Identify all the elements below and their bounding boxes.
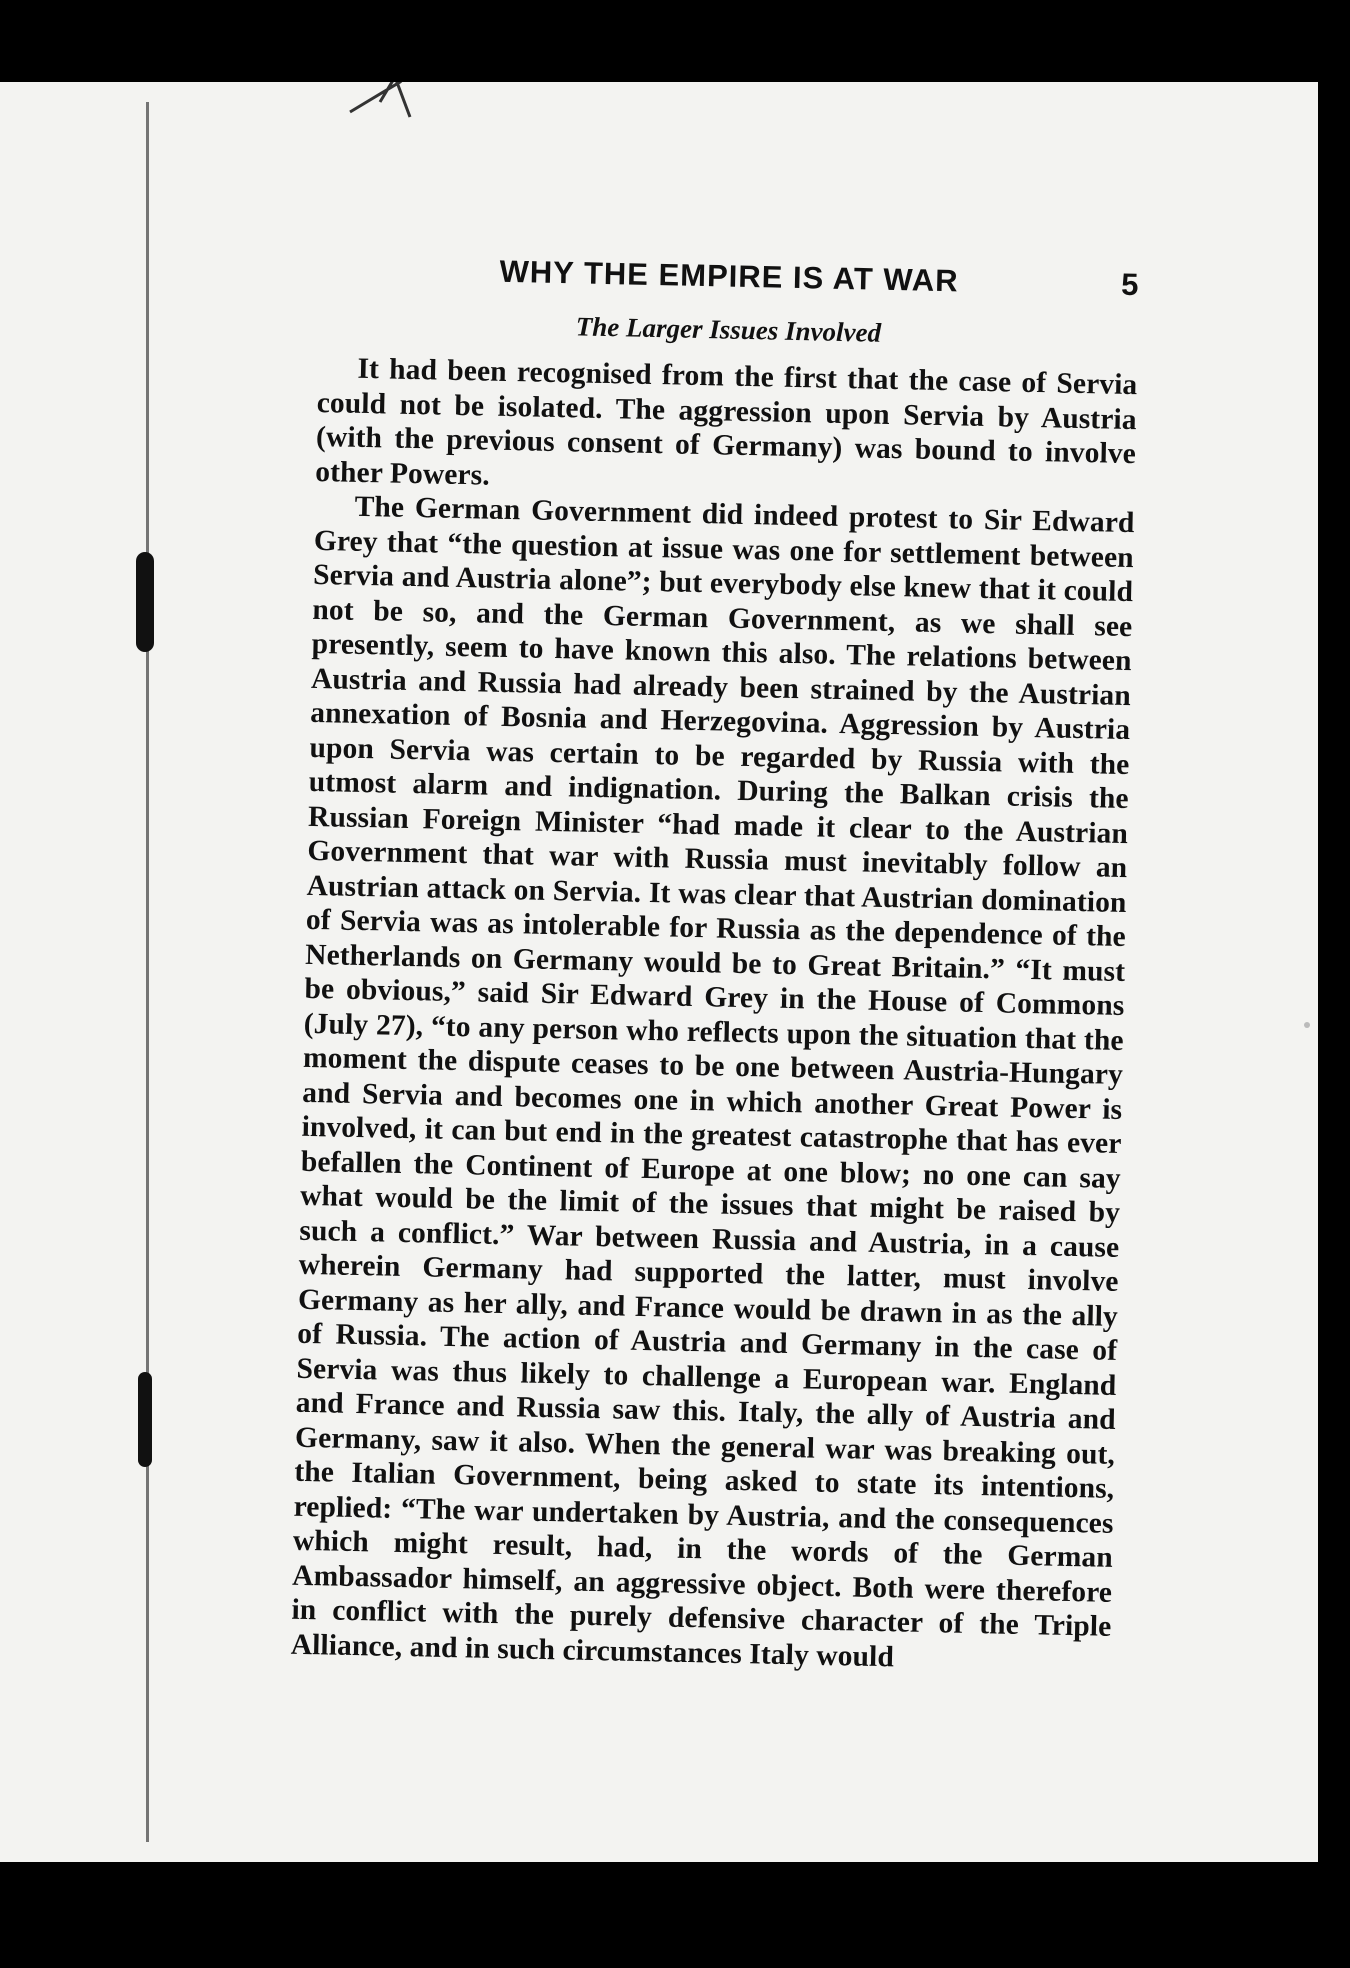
scanned-page: [0, 82, 1318, 1862]
binding-gutter-line: [146, 102, 149, 1842]
paragraph: It had been recognised from the first that the case of Servia could not be isolated. The aggression upon Servia by Austria (with the previous consent of Germany) was bound to involve other Powers.: [315, 352, 1138, 492]
pen-scribble-mark: [340, 82, 450, 122]
body-text: [290, 351, 1137, 1679]
scan-speck: [1304, 1022, 1310, 1028]
binding-stitch-mark: [138, 1372, 152, 1467]
page-text-block: [290, 250, 1139, 1679]
running-head: [499, 254, 1140, 303]
paragraph: The German Government did indeed protest to Sir Edward Grey that “the question at issue was one for settlement between Servia and Austria alone”; but everybody else knew that it could not be so, and the German Government, as we shall see presently, seem to have known this also. The relations between Austria and Russia had already been strained by the Austrian annexation of Bosnia and Herzegovina. Aggression by Austria upon Servia was certain to be regarded by Russia with the utmost alarm and indignation. During the Balkan crisis the Russian Foreign Minister “had made it clear to the Austrian Government that war with Russia must inevitably follow an Austrian attack on Servia. It was clear that Austrian domination of Servia was as intolerable for Russia as the dependence of the Netherlands on Germany would be to Great Britain.” “It must be obvious,” said Sir Edward Grey in the House of Commons (July 27), “to any person who reflects upon the situation that the moment the dispute ceases to be one between Austria-Hungary and Servia and becomes one in which another Great Power is involved, it can but end in the greatest catastrophe that has ever befallen the Continent of Europe at one blow; no one can say what would be the limit of the issues that might be raised by such a conflict.” War between Russia and Austria, in a cause wherein Germany had supported the latter, must involve Germany as her ally, and France would be drawn in as the ally of Russia. The action of Austria and Germany in the case of Servia was thus likely to challenge a European war. England and France and Russia saw this. Italy, the ally of Austria and Germany, saw it also. When the general war was breaking out, the Italian Government, being asked to state its intentions, replied: “The war undertaken by Austria, and the consequences which might result, had, in the words of the German Ambassador himself, an aggressive object. Both were therefore in conflict with the purely defensive character of the Triple Alliance, and in such circumstances Italy would: [290, 490, 1135, 1673]
page-number: 5: [1120, 266, 1140, 303]
running-head-title: WHY THE EMPIRE IS AT WAR: [499, 253, 960, 299]
section-heading: The Larger Issues Involved: [575, 311, 882, 348]
binding-stitch-mark: [136, 552, 154, 652]
